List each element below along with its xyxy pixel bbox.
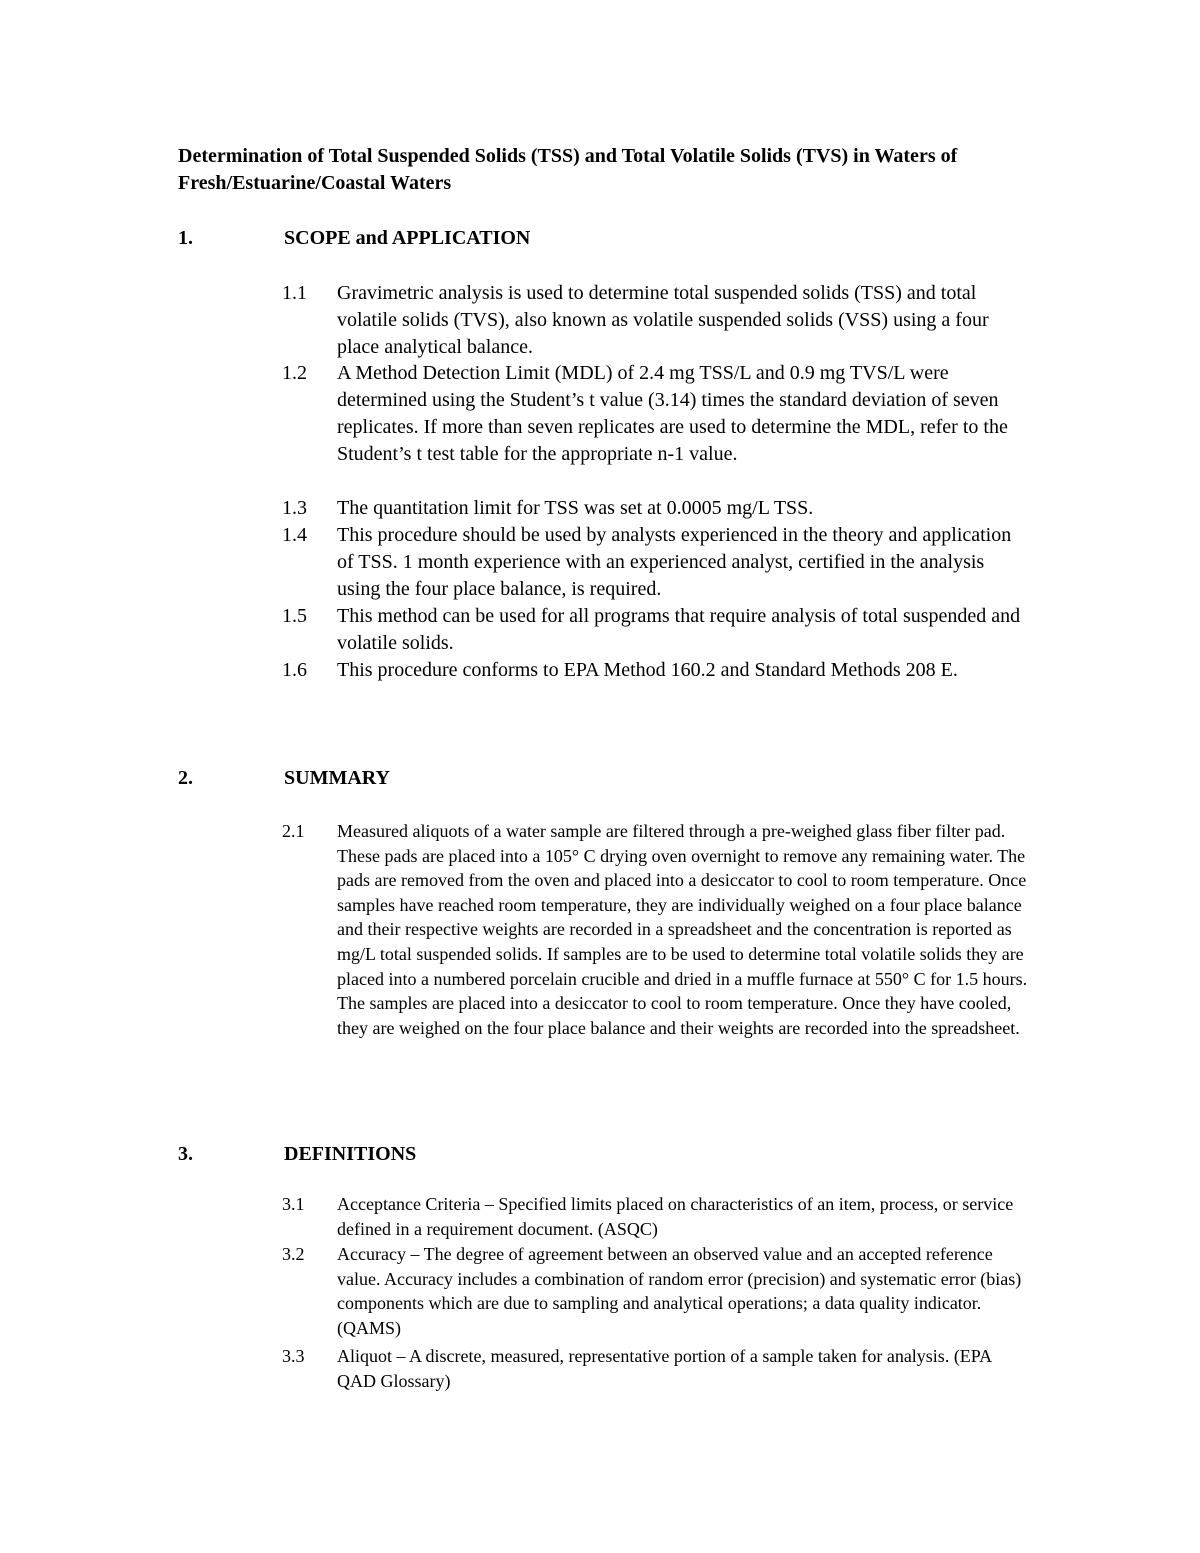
item-text: This method can be used for all programs that require analysis of total suspended and volatile solids. bbox=[337, 605, 1021, 654]
list-item-1-6 bbox=[282, 657, 1032, 684]
section-number: 3. bbox=[178, 1143, 193, 1165]
list-item-2-1 bbox=[282, 819, 1032, 1040]
item-number: 1.2 bbox=[282, 362, 307, 384]
list-item-1-5 bbox=[282, 603, 1032, 657]
item-number: 3.1 bbox=[282, 1194, 305, 1214]
list-item-3-2 bbox=[282, 1242, 1032, 1340]
item-text: Acceptance Criteria – Specified limits placed on characteristics of an item, process, or service defined in a requirement document. (ASQC) bbox=[337, 1194, 1014, 1239]
item-number: 1.6 bbox=[282, 659, 307, 681]
item-text: A Method Detection Limit (MDL) of 2.4 mg TSS/L and 0.9 mg TVS/L were determined using the Student’s t value (3.14) times the standard deviation of seven replicates. If more than seven replicates are used to determine the MDL, refer to the Student’s t test table for the appropriate n-1 value. bbox=[337, 362, 1008, 465]
item-text: The quantitation limit for TSS was set at 0.0005 mg/L TSS. bbox=[337, 497, 814, 519]
item-text: Aliquot – A discrete, measured, representative portion of a sample taken for analysis. (EPA QAD Glossary) bbox=[337, 1346, 992, 1391]
item-text: This procedure should be used by analysts experienced in the theory and application of TSS. 1 month experience with an experienced analyst, certified in the analysis using the four place balance, is required. bbox=[337, 524, 1012, 600]
section-heading-definitions bbox=[178, 1141, 416, 1167]
section-title: SUMMARY bbox=[284, 767, 390, 789]
list-item-3-1 bbox=[282, 1192, 1032, 1241]
item-number: 2.1 bbox=[282, 821, 305, 841]
section-heading-scope bbox=[178, 225, 530, 251]
section-title: DEFINITIONS bbox=[284, 1143, 417, 1165]
section-number: 1. bbox=[178, 227, 193, 249]
item-number: 3.2 bbox=[282, 1244, 305, 1264]
list-item-1-1 bbox=[282, 280, 1032, 361]
item-text: Accuracy – The degree of agreement between an observed value and an accepted reference value. Accuracy includes a combination of random error (precision) and systematic error (bias) components which are due to sampling and analytical operations; a data quality indicator. (QAMS) bbox=[337, 1244, 1022, 1338]
list-item-1-2 bbox=[282, 360, 1032, 468]
item-number: 1.4 bbox=[282, 524, 307, 546]
document-title: Determination of Total Suspended Solids (TSS) and Total Volatile Solids (TVS) in Waters of Fresh/Estuarine/Coastal Waters bbox=[178, 145, 958, 194]
section-number: 2. bbox=[178, 767, 193, 789]
item-number: 1.5 bbox=[282, 605, 307, 627]
section-heading-summary bbox=[178, 765, 390, 791]
item-number: 1.3 bbox=[282, 497, 307, 519]
list-item-1-3 bbox=[282, 495, 1032, 522]
item-text: This procedure conforms to EPA Method 160.2 and Standard Methods 208 E. bbox=[337, 659, 958, 681]
item-number: 3.3 bbox=[282, 1346, 305, 1366]
item-text: Gravimetric analysis is used to determine total suspended solids (TSS) and total volatile solids (TVS), also known as volatile suspended solids (VSS) using a four place analytical balance. bbox=[337, 282, 989, 358]
section-title: SCOPE and APPLICATION bbox=[284, 227, 531, 249]
item-text: Measured aliquots of a water sample are filtered through a pre-weighed glass fiber filter pad. These pads are placed into a 105° C drying oven overnight to remove any remaining water. The pads are removed from the oven and placed into a desiccator to cool to room temperature. Once samples have reached room temperature, they are individually weighed on a four place balance and their respective weights are recorded in a spreadsheet and the concentration is reported as mg/L total suspended solids. If samples are to be used to determine total volatile solids they are placed into a numbered porcelain crucible and dried in a muffle furnace at 550° C for 1.5 hours. The samples are placed into a desiccator to cool to room temperature. Once they have cooled, they are weighed on the four place balance and their weights are recorded into the spreadsheet. bbox=[337, 821, 1028, 1038]
list-item-1-4 bbox=[282, 522, 1032, 603]
item-number: 1.1 bbox=[282, 282, 307, 304]
list-item-3-3 bbox=[282, 1344, 1032, 1393]
